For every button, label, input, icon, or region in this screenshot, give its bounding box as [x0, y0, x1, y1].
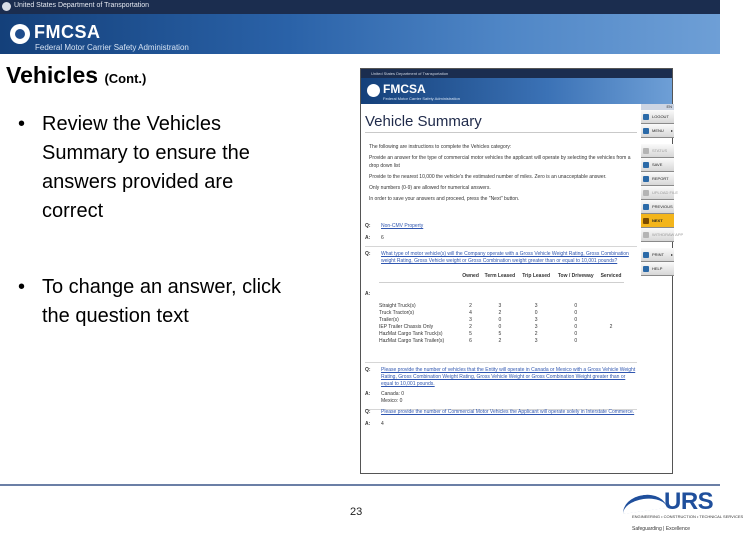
- table-cell: 2: [469, 324, 472, 330]
- previous-icon: [643, 204, 649, 210]
- fmcsa-logo-icon: [10, 24, 30, 44]
- table-cell: 0: [574, 310, 578, 316]
- bullet-item: • Review the Vehicles Summary to ensure the answers provided are correct: [18, 110, 298, 226]
- withdraw-icon: [643, 232, 649, 238]
- table-cell: 0: [574, 303, 578, 309]
- instruction-line: The following are instructions to complete the Vehicles category:: [369, 144, 512, 150]
- menu-item-save[interactable]: [641, 158, 674, 172]
- shot-agency-name: FMCSA: [383, 82, 426, 96]
- shot-dot-bar: United States Department of Transportation: [361, 69, 672, 78]
- table-cell: 3: [534, 317, 538, 323]
- menu-item-label: STATUS: [652, 148, 668, 153]
- menu-item-label: HELP: [652, 266, 663, 271]
- answer-line: Canada: 0: [381, 391, 405, 397]
- menu-item-label: WITHDRAW APP: [652, 232, 684, 237]
- dot-seal-icon: [2, 2, 11, 11]
- table-row: [379, 331, 624, 338]
- dot-header-text: United States Department of Transportation: [14, 2, 150, 9]
- table-cell: 3: [469, 317, 472, 323]
- page-number: 23: [350, 506, 363, 518]
- urs-swoosh-icon: [621, 492, 667, 514]
- a-label: A:: [365, 291, 371, 297]
- column-header: Term Leased: [481, 273, 519, 283]
- table-cell: Truck Tractor(s): [379, 310, 415, 316]
- menu-item-upload-file[interactable]: [641, 186, 679, 200]
- menu-item-withdraw-app[interactable]: [641, 228, 684, 242]
- menu-item-help[interactable]: [641, 262, 674, 276]
- divider: [365, 132, 637, 133]
- shot-agency-banner: [361, 78, 672, 104]
- table-cell: 6: [469, 338, 472, 344]
- a-label: A:: [365, 391, 371, 397]
- menu-item-label: LOGOUT: [652, 114, 669, 119]
- vehicle-table: [379, 273, 624, 345]
- qa-block: [365, 409, 637, 428]
- save-icon: [643, 162, 649, 168]
- table-cell: [598, 317, 624, 324]
- column-header: Serviced: [598, 273, 624, 283]
- agency-full-name: Federal Motor Carrier Safety Administration: [35, 43, 189, 52]
- page-title: Vehicle Summary: [365, 113, 482, 130]
- table-cell: IEP Trailer Chassis Only: [379, 324, 434, 330]
- question-link[interactable]: Please provide the number of Commercial Motor Vehicles the Applicant will operate solely in Interstate Commerce.: [381, 409, 635, 415]
- table-cell: 0: [574, 338, 578, 344]
- agency-name: FMCSA: [34, 22, 101, 42]
- status-icon: [643, 148, 649, 154]
- menu-item-report[interactable]: [641, 172, 674, 186]
- slide-title-text: Vehicles: [6, 62, 99, 88]
- divider: [365, 246, 637, 247]
- menu-item-label: NEXT: [652, 218, 663, 223]
- instruction-line: Provide an answer for the type of commercial motor vehicles the applicant will operate by selecting the vehicles from a drop down list: [369, 155, 631, 169]
- table-row: [379, 283, 624, 311]
- dot-header-bar: [0, 0, 720, 14]
- table-cell: HazMat Cargo Tank Truck(s): [379, 331, 443, 337]
- next-icon: [643, 218, 649, 224]
- table-cell: 5: [469, 331, 472, 337]
- a-label: A:: [365, 421, 371, 427]
- logout-icon: [643, 114, 649, 120]
- urs-logo: [622, 488, 743, 538]
- qa-block: [365, 223, 637, 247]
- table-cell: 0: [498, 324, 502, 330]
- table-cell: 0: [498, 317, 502, 323]
- table-cell: [598, 338, 624, 345]
- table-cell: 2: [498, 310, 502, 316]
- answer-value: 6: [381, 235, 384, 241]
- table-cell: 2: [469, 303, 472, 309]
- column-header: Owned: [460, 273, 481, 283]
- bullet-item: • To change an answer, click the question text: [18, 273, 298, 331]
- menu-item-logout[interactable]: [641, 110, 674, 124]
- caret-right-icon: ▸: [670, 252, 673, 257]
- q-label: Q:: [365, 409, 371, 415]
- menu-item-label: SAVE: [652, 162, 663, 167]
- menu-icon: [643, 128, 649, 134]
- menu-item-label: MENU: [652, 128, 664, 133]
- menu-item-label: REPORT: [652, 176, 669, 181]
- urs-logo-word: URS: [664, 488, 714, 515]
- shot-agency-full: Federal Motor Carrier Safety Administration: [383, 96, 460, 101]
- slide-title: [6, 62, 146, 89]
- agency-banner: [0, 14, 720, 54]
- vehicle-summary-screenshot: [360, 68, 684, 474]
- qa-block: [365, 251, 637, 265]
- column-header: Tow / Driveway: [553, 273, 598, 283]
- instruction-line: In order to save your answers and proceed, press the "Next" button.: [369, 196, 520, 202]
- table-cell: 2: [609, 324, 613, 330]
- table-cell: Trailer(s): [379, 317, 399, 323]
- table-cell: Straight Truck(s): [379, 303, 416, 309]
- table-cell: 0: [574, 324, 578, 330]
- caret-right-icon: ▸: [670, 128, 673, 133]
- report-icon: [643, 176, 649, 182]
- table-cell: 5: [498, 331, 502, 337]
- table-cell: 3: [534, 303, 538, 309]
- table-row: [379, 310, 624, 317]
- table-header-row: [379, 273, 624, 283]
- table-cell: 3: [498, 303, 502, 309]
- menu-item-print[interactable]: [641, 248, 674, 262]
- menu-item-label: PREVIOUS: [652, 204, 673, 209]
- help-icon: [643, 266, 649, 272]
- table-cell: 4: [469, 310, 472, 316]
- upload-icon: [643, 190, 649, 196]
- table-cell: HazMat Cargo Tank Trailer(s): [379, 338, 445, 344]
- table-cell: 2: [534, 331, 538, 337]
- column-header: Trip Leased: [519, 273, 554, 283]
- answer-value: [381, 391, 637, 405]
- answer-value: 4: [381, 421, 384, 427]
- menu-item-next[interactable]: [641, 214, 674, 228]
- menu-item-previous[interactable]: [641, 200, 674, 214]
- language-label[interactable]: EN: [641, 104, 674, 110]
- answer-line: Mexico: 0: [381, 398, 403, 404]
- table-row: [379, 338, 624, 345]
- shot-logo-icon: [367, 84, 380, 97]
- table-cell: [598, 310, 624, 317]
- instruction-line: Only numbers (0-9) are allowed for numerical answers.: [369, 185, 491, 191]
- bullet-list: [18, 110, 298, 331]
- a-label: A:: [365, 235, 371, 241]
- print-icon: [643, 252, 649, 258]
- q-label: Q:: [365, 223, 371, 229]
- q-label: Q:: [365, 251, 371, 257]
- question-link[interactable]: Non-CMV Property: [381, 223, 424, 229]
- table-cell: [598, 283, 624, 311]
- side-menu: [641, 104, 684, 276]
- table-cell: 0: [534, 310, 538, 316]
- table-cell: 3: [534, 324, 538, 330]
- column-header: [379, 273, 460, 283]
- q-label: Q:: [365, 367, 371, 373]
- menu-item-status[interactable]: [641, 144, 674, 158]
- table-row: [379, 324, 624, 331]
- question-link[interactable]: What type of motor vehicle(s) will the Company operate with a Gross Vehicle Weight Rating, Gross Combination weight Rating, Gross Vehicle weight or Gross Combination weight greater than or equal to 10,001 pounds?: [381, 251, 629, 264]
- menu-item-menu[interactable]: [641, 124, 674, 138]
- divider: [365, 362, 637, 363]
- menu-item-label: UPLOAD FILE: [652, 190, 679, 195]
- instructions: [369, 143, 637, 206]
- slide-title-suffix: (Cont.): [104, 71, 147, 86]
- table-cell: 3: [534, 338, 538, 344]
- qa-block: [365, 362, 637, 410]
- question-link[interactable]: Please provide the number of vehicles that the Entity will operate in Canada or Mexico with a Gross Vehicle Weight Rating, Gross Combination Weight Rating, Gross Vehicle Weight or Gross Combination Weight greater than or equal to 10,001 pounds.: [381, 367, 636, 387]
- table-cell: 2: [498, 338, 502, 344]
- table-cell: [598, 331, 624, 338]
- instruction-line: Provide to the nearest 10,000 the vehicle's the estimated number of miles. Zero is an unacceptable answer.: [369, 174, 607, 180]
- table-cell: 0: [574, 331, 578, 337]
- menu-item-label: PRINT: [652, 252, 664, 257]
- urs-logo-tagline-2: Safeguarding | Excellence: [632, 526, 691, 532]
- urs-logo-tagline: ENGINEERING • CONSTRUCTION • TECHNICAL SERVICES: [632, 514, 743, 519]
- table-row: [379, 317, 624, 324]
- table-cell: 0: [574, 317, 578, 323]
- footer-rule: [0, 484, 720, 486]
